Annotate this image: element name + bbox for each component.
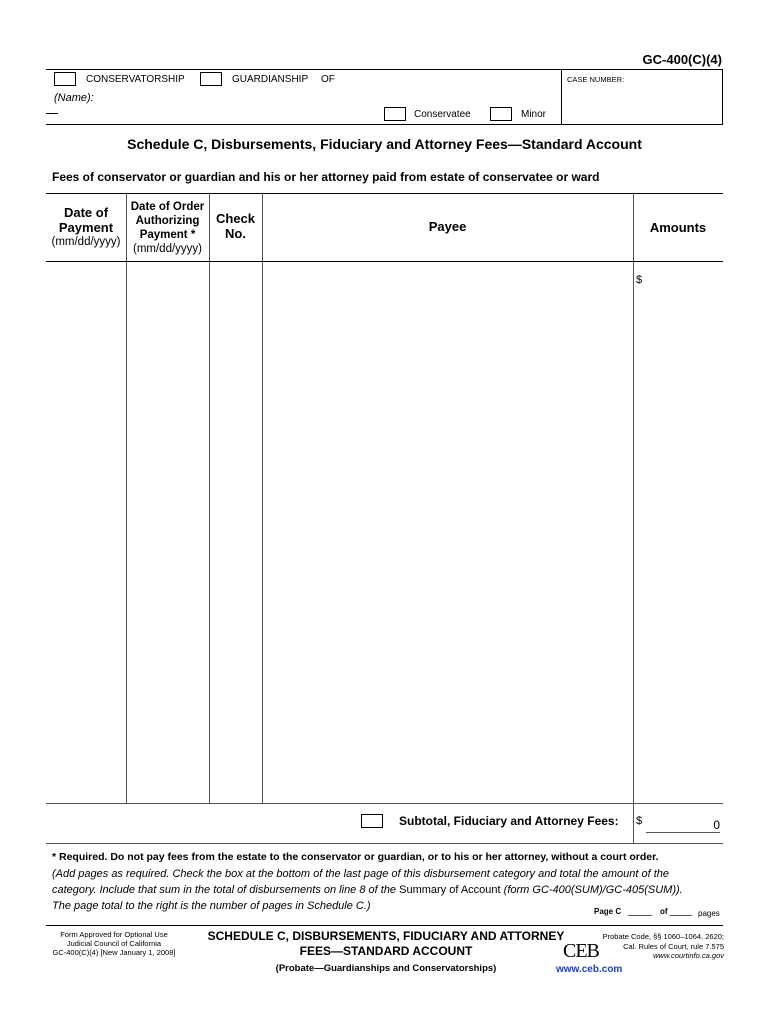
schedule-subtitle: Fees of conservator or guardian and his or her attorney paid from estate of conservatee or ward xyxy=(52,170,600,184)
header-date-of-order xyxy=(126,200,209,256)
footer-courtinfo-link[interactable]: www.courtinfo.ca.gov xyxy=(653,951,724,960)
guardianship-checkbox[interactable] xyxy=(200,72,222,86)
footer-probate-code: Probate Code, §§ 1060–1064, 2620; xyxy=(602,932,724,941)
col-line-1 xyxy=(126,193,127,803)
add-pages-note-line1: (Add pages as required. Check the box at the bottom of the last page of this disbursement category and total the amount of the xyxy=(52,868,669,880)
of-label: OF xyxy=(321,74,335,85)
col-line-4 xyxy=(633,193,634,843)
add-pages-note-line3: The page total to the right is the number of pages in Schedule C.) xyxy=(52,900,371,912)
footer-left xyxy=(46,930,182,957)
summary-of-account-ref: Summary of Account xyxy=(399,884,501,896)
footer-schedule-title-1: SCHEDULE C, DISBURSEMENTS, FIDUCIARY AND ATTORNEY xyxy=(207,929,565,943)
col-line-3 xyxy=(262,193,263,803)
ceb-logo: CEB xyxy=(563,940,599,962)
footer-form-id: GC-400(C)(4) [New January 1, 2008] xyxy=(52,948,176,957)
case-number-label: CASE NUMBER: xyxy=(567,75,625,84)
caption-divider xyxy=(561,69,562,125)
header-date-of-payment xyxy=(46,205,126,250)
subtotal-value[interactable]: 0 xyxy=(646,818,720,833)
amount-dollar-sign: $ xyxy=(636,274,643,286)
conservatee-label: Conservatee xyxy=(414,109,471,120)
required-note: * Required. Do not pay fees from the estate to the conservator or guardian, or to his or her attorney, without a court order. xyxy=(52,851,659,863)
header-payee: Payee xyxy=(428,219,467,234)
minor-checkbox[interactable] xyxy=(490,107,512,121)
conservatorship-label: CONSERVATORSHIP xyxy=(86,74,185,85)
header-date-of-payment-line1: Date of xyxy=(63,205,109,220)
header-date-of-order-format: (mm/dd/yyyy) xyxy=(133,243,202,255)
form-number: GC-400(C)(4) xyxy=(642,52,722,67)
header-date-of-order-line2: Authorizing xyxy=(135,215,200,227)
add-pages-note-line2c: (form GC-400(SUM)/GC-405(SUM)). xyxy=(500,884,683,896)
footer-top-line xyxy=(46,925,723,926)
conservatorship-checkbox[interactable] xyxy=(54,72,76,86)
last-page-checkbox[interactable] xyxy=(361,814,383,828)
footer-rules: Cal. Rules of Court, rule 7.575 xyxy=(623,941,724,951)
guardianship-label: GUARDIANSHIP xyxy=(232,74,309,85)
col-line-2 xyxy=(209,193,210,803)
footer-schedule-subtitle: (Probate—Guardianships and Conservatorships) xyxy=(275,963,497,974)
pages-label: pages xyxy=(698,909,720,918)
add-pages-note-line2a: category. Include that sum in the total of disbursements on line 8 of the xyxy=(52,884,400,896)
name-label: (Name): xyxy=(54,92,94,104)
header-amounts: Amounts xyxy=(649,220,707,235)
page-of-label: of xyxy=(660,907,668,916)
add-pages-note-line2 xyxy=(52,884,683,896)
table-top-line xyxy=(46,193,723,194)
header-date-of-order-line1: Date of Order xyxy=(130,201,205,213)
footer-right xyxy=(603,932,724,961)
footer-approved: Form Approved for Optional Use xyxy=(60,930,168,939)
footer-center xyxy=(186,929,586,974)
page-total-field[interactable] xyxy=(670,915,692,916)
name-dash xyxy=(46,113,58,114)
table-body-bottom-line xyxy=(46,803,723,804)
subtotal-label: Subtotal, Fiduciary and Attorney Fees: xyxy=(399,814,619,828)
header-check-line2: No. xyxy=(225,226,246,241)
header-date-of-order-line3: Payment * xyxy=(139,229,196,241)
minor-label: Minor xyxy=(521,109,547,120)
footer-schedule-title-2: FEES—STANDARD ACCOUNT xyxy=(299,944,473,958)
table-header-bottom-line xyxy=(46,261,723,262)
header-date-of-payment-format: (mm/dd/yyyy) xyxy=(51,236,121,248)
page-count-label: Page C xyxy=(594,907,622,916)
page-number-field[interactable] xyxy=(628,915,652,916)
ceb-link[interactable]: www.ceb.com xyxy=(556,964,623,975)
conservatee-checkbox[interactable] xyxy=(384,107,406,121)
page-title: Schedule C, Disbursements, Fiduciary and Attorney Fees—Standard Account xyxy=(127,136,642,152)
header-check-line1: Check xyxy=(215,211,256,226)
header-check-no xyxy=(209,211,262,241)
subtotal-bottom-line xyxy=(46,843,723,844)
subtotal-dollar-sign: $ xyxy=(636,815,643,827)
footer-council: Judicial Council of California xyxy=(66,939,162,948)
header-date-of-payment-line2: Payment xyxy=(58,220,114,235)
